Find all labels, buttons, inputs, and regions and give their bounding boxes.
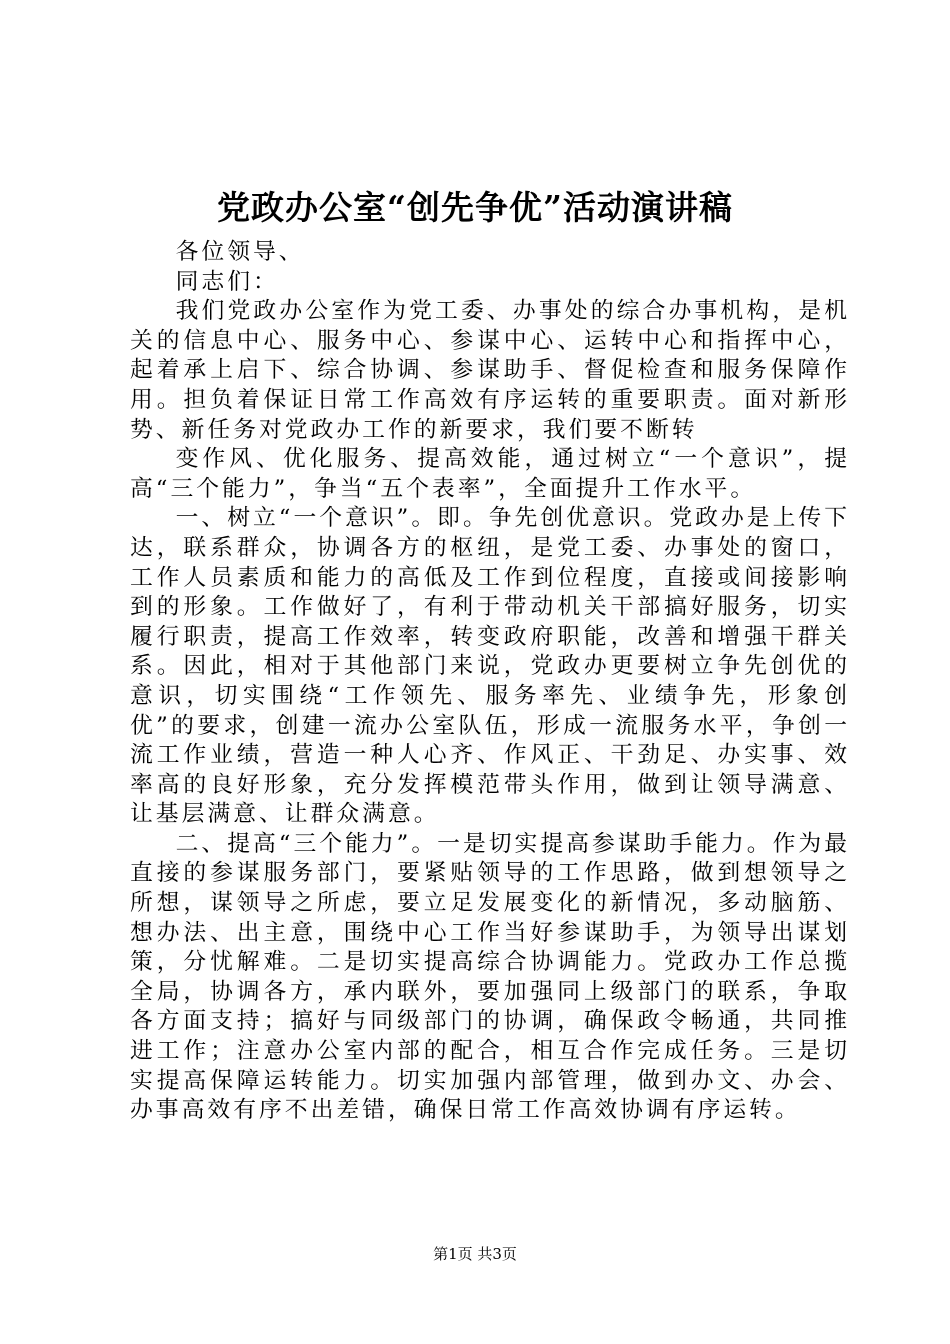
body-paragraph: 一、树立“一个意识”。即。争先创优意识。党政办是上传下达，联系群众，协调各方的枢纽，是党工委、办事处的窗口，工作人员素质和能力的高低及工作到位程度，直接或间接影响到的形象。工作做好了，有利于带动机关干部搞好服务，切实履行职责，提高工作效率，转变政府职能，改善和增强干群关系。因此，相对于其他部门来说，党政办更要树立争先创优的意识，切实围绕“工作领先、服务率先、业绩争先，形象创优”的要求，创建一流办公室队伍，形成一流服务水平，争创一流工作业绩，营造一种人心齐、作风正、干劲足、办实事、效率高的良好形象，充分发挥模范带头作用，做到让领导满意、让基层满意、让群众满意。: [130, 505, 850, 828]
salutation-line: 各位领导、: [175, 239, 305, 265]
body-paragraph: 变作风、优化服务、提高效能，通过树立“一个意识”，提高“三个能力”，争当“五个表率”，全面提升工作水平。: [130, 446, 850, 502]
salutation-line: 同志们：: [175, 268, 279, 295]
body-paragraph: 我们党政办公室作为党工委、办事处的综合办事机构，是机关的信息中心、服务中心、参谋中心、运转中心和指挥中心，起着承上启下、综合协调、参谋助手、督促检查和服务保障作用。担负着保证日常工作高效有序运转的重要职责。面对新形势、新任务对党政办工作的新要求，我们要不断转: [130, 298, 850, 443]
document-title: 党政办公室“创先争优”活动演讲稿: [217, 188, 733, 227]
page-number-footer: 第1页 共3页: [433, 1245, 517, 1263]
document-body: [130, 238, 850, 1126]
body-paragraph: 二、提高“三个能力”。一是切实提高参谋助手能力。作为最直接的参谋服务部门，要紧贴领导的工作思路，做到想领导之所想，谋领导之所虑，要立足发展变化的新情况，多动脑筋、想办法、出主意，围绕中心工作当好参谋助手，为领导出谋划策，分忧解难。二是切实提高综合协调能力。党政办工作总揽全局，协调各方，承内联外，要加强同上级部门的联系，争取各方面支持；搞好与同级部门的协调，确保政令畅通，共同推进工作；注意办公室内部的配合，相互合作完成任务。三是切实提高保障运转能力。切实加强内部管理，做到办文、办会、办事高效有序不出差错，确保日常工作高效协调有序运转。: [130, 830, 850, 1124]
